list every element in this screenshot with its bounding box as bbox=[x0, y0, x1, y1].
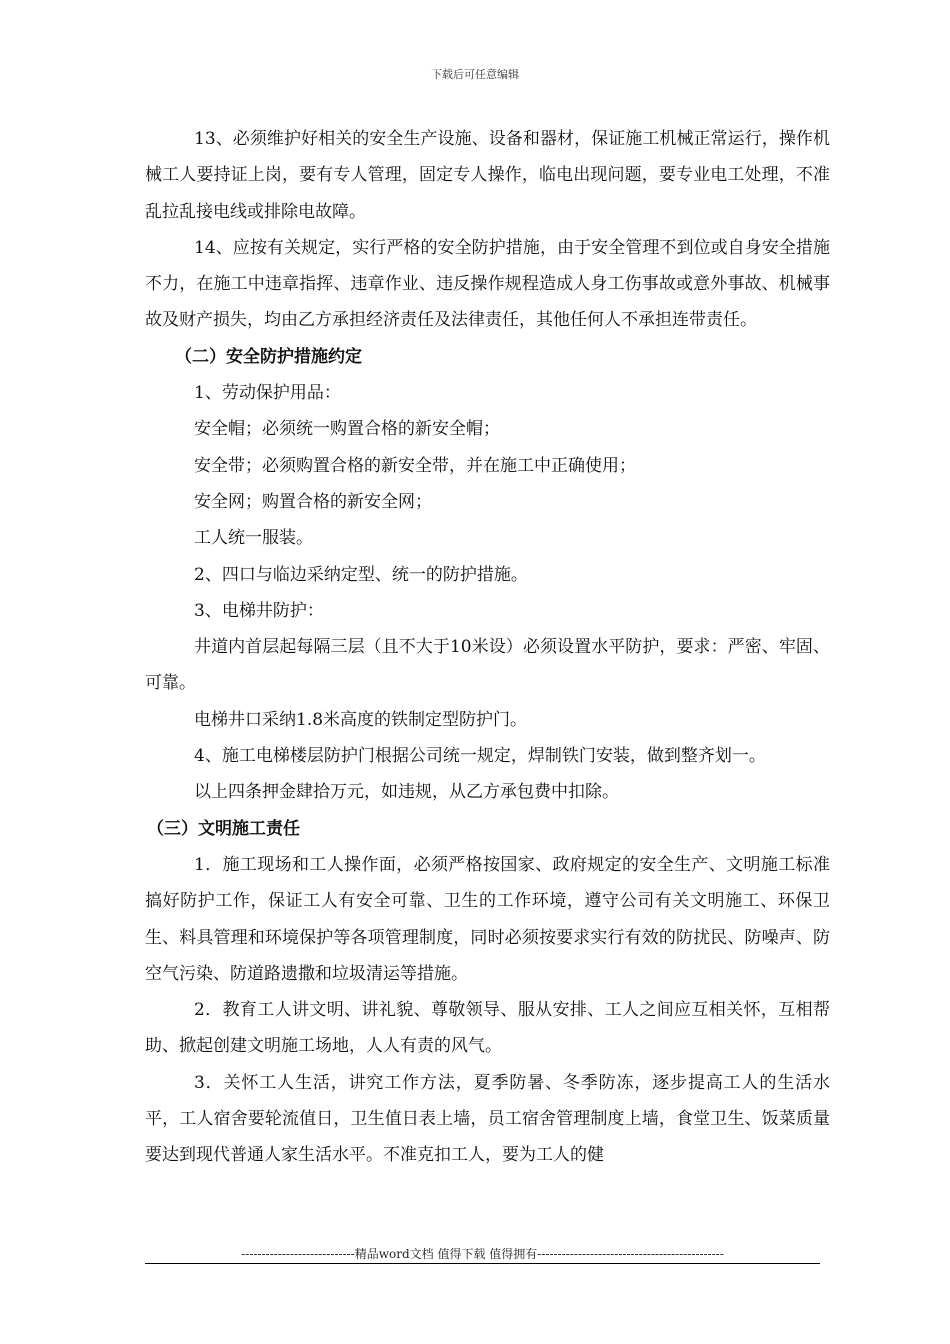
item-safety-belt: 安全带；必须购置合格的新安全带，并在施工中正确使用； bbox=[194, 455, 636, 476]
paragraph-civilized-3: 3．关怀工人生活，讲究工作方法，夏季防暑、冬季防冻，逐步提高工人的生活水平，工人宿舍要轮流值日，卫生值日表上墙，员工宿舍管理制度上墙，食堂卫生、饭菜质量要达到现代普通人家生活水平。不准克扣工人，要为工人的健 bbox=[145, 1072, 830, 1166]
paragraph-civilized-2: 2．教育工人讲文明、讲礼貌、尊敬领导、服从安排、工人之间应互相关怀，互相帮助、掀起创建文明施工场地，人人有责的风气。 bbox=[145, 1000, 830, 1057]
footer-divider bbox=[145, 1263, 820, 1264]
item-protective-equipment: 1、劳动保护用品： bbox=[194, 383, 341, 404]
item-deposit: 以上四条押金肆拾万元，如违规，从乙方承包费中扣除。 bbox=[194, 782, 619, 803]
page-header: 下载后可任意编辑 bbox=[431, 68, 519, 81]
item-shaft-door: 电梯井口采纳1.8米高度的铁制定型防护门。 bbox=[194, 709, 528, 730]
item-four-openings: 2、四口与临边采纳定型、统一的防护措施。 bbox=[194, 564, 528, 585]
paragraph-14: 14、应按有关规定，实行严格的安全防护措施，由于安全管理不到位或自身安全措施不力，在施工中违章指挥、违章作业、违反操作规程造成人身工伤事故或意外事故、机械事故及财产损失，均由乙方承担经济责任及法律责任，其他任何人不承担连带责任。 bbox=[145, 237, 830, 331]
item-safety-net: 安全网；购置合格的新安全网； bbox=[194, 491, 432, 512]
paragraph-13: 13、必须维护好相关的安全生产设施、设备和器材，保证施工机械正常运行，操作机械工人要持证上岗，要有专人管理，固定专人操作，临电出现问题，要专业电工处理，不准乱拉乱接电线或排除电故障。 bbox=[145, 129, 830, 222]
section-heading-civilized-construction: （三）文明施工责任 bbox=[147, 818, 300, 839]
document-body bbox=[145, 121, 830, 1174]
item-floor-protection-door: 4、施工电梯楼层防护门根据公司统一规定，焊制铁门安装，做到整齐划一。 bbox=[194, 746, 766, 767]
section-heading-safety-measures: （二）安全防护措施约定 bbox=[175, 346, 362, 367]
item-safety-helmet: 安全帽；必须统一购置合格的新安全帽； bbox=[194, 419, 500, 440]
item-shaft-horizontal-protection: 井道内首层起每隔三层（且不大于10米设）必须设置水平防护，要求：严密、牢固、可靠。 bbox=[145, 637, 830, 694]
paragraph-civilized-1: 1．施工现场和工人操作面，必须严格按国家、政府规定的安全生产、文明施工标准搞好防护工作，保证工人有安全可靠、卫生的工作环境，遵守公司有关文明施工、环保卫生、料具管理和环境保护等各项管理制度，同时必须按要求实行有效的防扰民、防噪声、防空气污染、防道路遗撒和垃圾清运等措施。 bbox=[145, 854, 830, 984]
item-elevator-shaft: 3、电梯井防护： bbox=[194, 600, 324, 621]
item-uniform: 工人统一服装。 bbox=[194, 528, 313, 549]
page-footer: ----------------------------精品word文档 值得下载 值得拥有---------------------------------------------- bbox=[241, 1247, 724, 1261]
